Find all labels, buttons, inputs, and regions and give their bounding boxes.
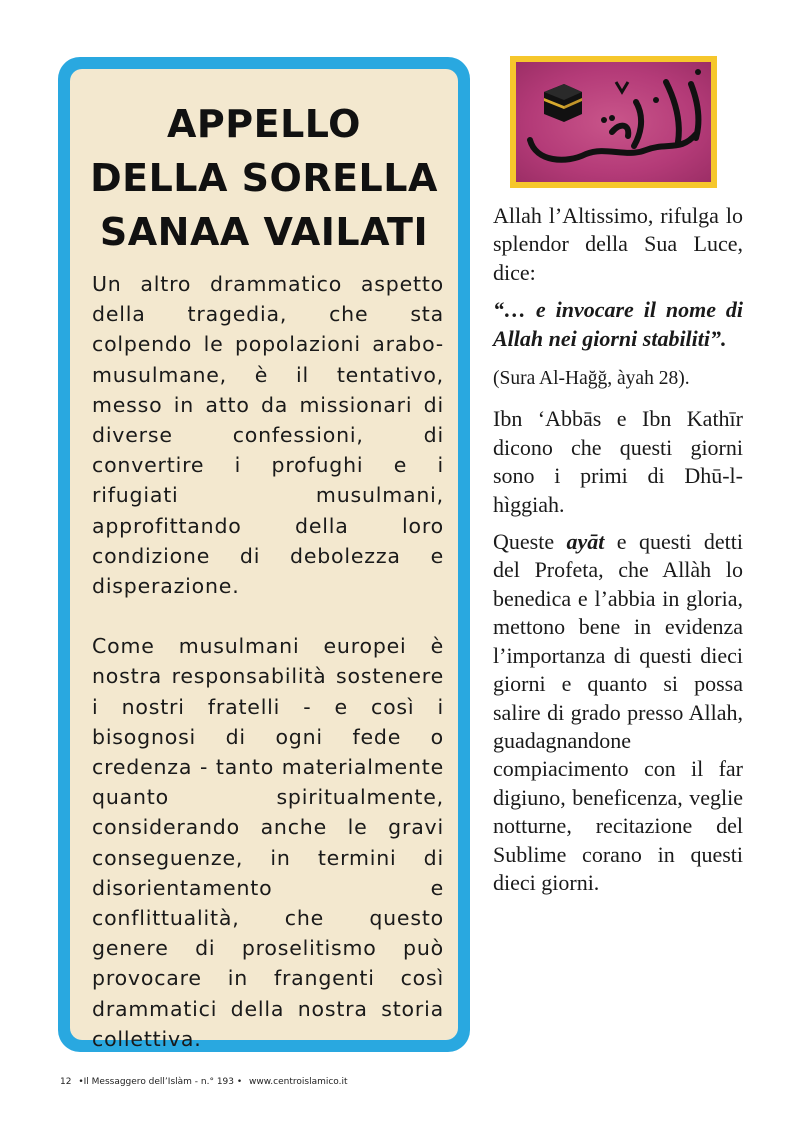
page-number: 12 <box>60 1077 72 1087</box>
title-line-2: DELLA SORELLA <box>90 156 438 200</box>
right-column <box>493 202 743 906</box>
ayat-word: ayāt <box>566 529 605 555</box>
website-link[interactable]: www.centroislamico.it <box>249 1077 348 1087</box>
paragraph-ayat-start: Queste <box>493 529 567 555</box>
page-footer <box>60 1077 352 1087</box>
title-line-1: APPELLO <box>167 102 361 146</box>
kaaba-icon <box>544 84 582 122</box>
intro-text: Allah l’Altissimo, rifulga lo splendor della Sua Luce, dice: <box>493 203 743 285</box>
paragraph-ayat <box>493 528 743 897</box>
title-line-3: SANAA VAILATI <box>99 210 429 254</box>
article-title <box>70 97 458 259</box>
article-box-inner <box>70 69 458 1051</box>
article-paragraph-1: Un altro drammatico aspetto della tragedia, che sta colpendo le popolazioni arabo-musulmane, è il tentativo, messo in atto da missionari di diverse confessioni, di convertire i profughi e i rifugiati musulmani, approfittando della loro condizione di debolezza e disperazione. <box>92 272 444 599</box>
paragraph-ibn-abbas: Ibn ‘Abbās e Ibn Kathīr dicono che questi giorni sono i primi di Dhū-l-hìggiah. <box>493 406 743 517</box>
calligraphy-background <box>516 62 711 182</box>
article-box <box>58 57 470 1052</box>
publication-name: •Il Messaggero dell’Islàm - n.° 193 • <box>78 1077 243 1087</box>
paragraph-ayat-rest: e questi detti del Profeta, che Allàh lo benedica e l’abbia in gloria, mettono bene in evidenza l’importanza di questi dieci giorni e quanto si possa salire di grado presso Allah, guadagnandone compiacimento con il far digiuno, beneficenza, veglie notturne, recitazione del Sublime corano in questi dieci giorni. <box>493 529 744 895</box>
article-paragraph-2: Come musulmani europei è nostra responsabilità sostenere i nostri fratelli - e così i bisognosi di ogni fede o credenza - tanto materialmente quanto spiritualmente, considerando anche le gravi conseguenze, in termini di disorientamento e conflittualità, che questo genere di proselitismo può provocare in frangenti così drammatici della nostra storia collettiva. <box>92 634 444 1051</box>
calligraphy-image <box>510 56 717 188</box>
kaaba-calligraphy-icon <box>516 62 711 182</box>
calligraphy-dots <box>601 69 701 123</box>
article-body <box>92 269 444 1084</box>
quran-quote: “… e invocare il nome di Allah nei giorni stabiliti”. <box>493 297 743 351</box>
quote-reference: (Sura Al-Hağğ, àyah 28). <box>493 368 690 390</box>
